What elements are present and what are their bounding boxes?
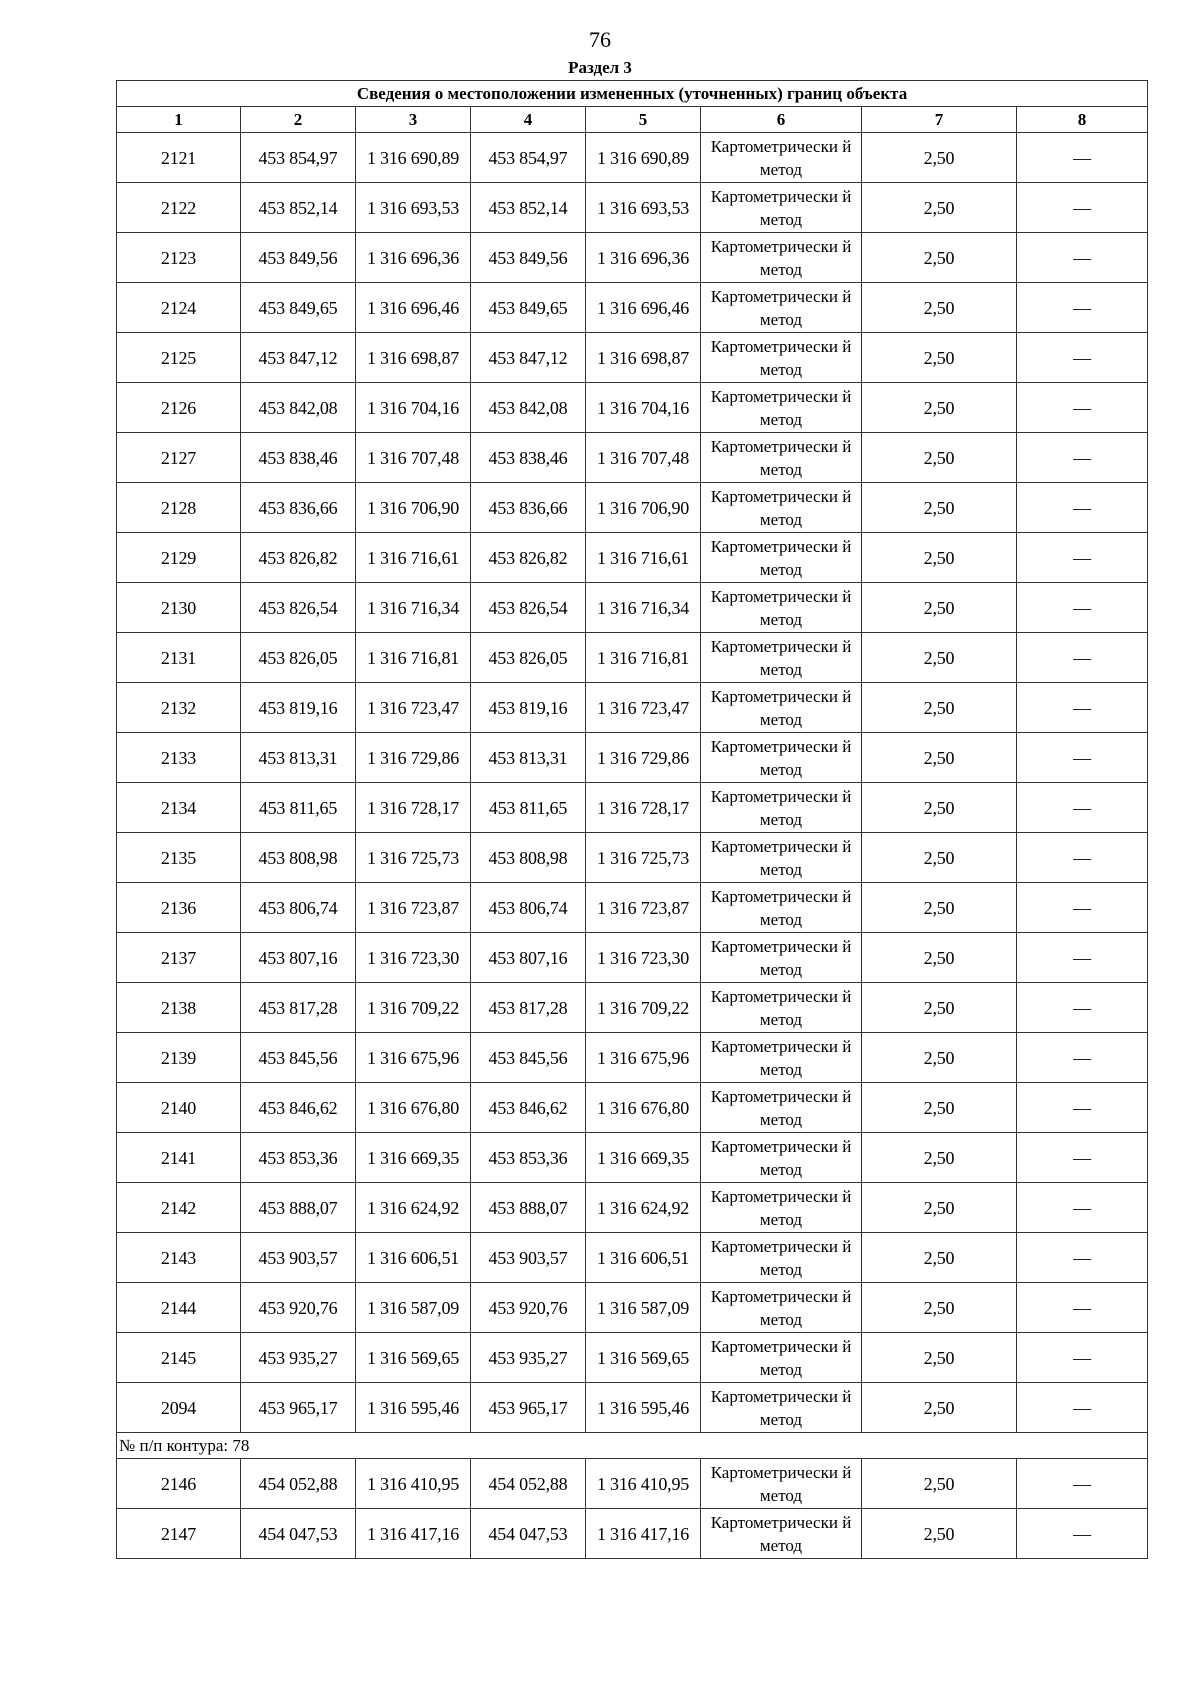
- accuracy-cell: 2,50: [862, 383, 1017, 433]
- accuracy-cell: 2,50: [862, 1333, 1017, 1383]
- note-cell: —: [1017, 533, 1148, 583]
- method-cell: Картометрически й метод: [701, 1383, 862, 1433]
- y-old-cell: 1 316 698,87: [356, 333, 471, 383]
- method-cell: Картометрически й метод: [701, 1133, 862, 1183]
- point-number-cell: 2126: [117, 383, 241, 433]
- y-old-cell: 1 316 675,96: [356, 1033, 471, 1083]
- x-old-cell: 453 838,46: [241, 433, 356, 483]
- x-old-cell: 453 903,57: [241, 1233, 356, 1283]
- y-old-cell: 1 316 696,36: [356, 233, 471, 283]
- point-number-cell: 2146: [117, 1459, 241, 1509]
- table-row: [117, 983, 1148, 1033]
- y-old-cell: 1 316 569,65: [356, 1333, 471, 1383]
- x-new-cell: 454 047,53: [471, 1509, 586, 1559]
- y-new-cell: 1 316 690,89: [586, 133, 701, 183]
- table-row: [117, 1283, 1148, 1333]
- note-cell: —: [1017, 1183, 1148, 1233]
- y-old-cell: 1 316 729,86: [356, 733, 471, 783]
- accuracy-cell: 2,50: [862, 1383, 1017, 1433]
- x-old-cell: 453 817,28: [241, 983, 356, 1033]
- y-old-cell: 1 316 595,46: [356, 1383, 471, 1433]
- accuracy-cell: 2,50: [862, 483, 1017, 533]
- x-new-cell: 453 965,17: [471, 1383, 586, 1433]
- table-row: [117, 933, 1148, 983]
- note-cell: —: [1017, 733, 1148, 783]
- point-number-cell: 2140: [117, 1083, 241, 1133]
- note-cell: —: [1017, 133, 1148, 183]
- column-number: 3: [356, 107, 471, 133]
- note-cell: —: [1017, 1083, 1148, 1133]
- note-cell: —: [1017, 1509, 1148, 1559]
- x-new-cell: 453 847,12: [471, 333, 586, 383]
- y-new-cell: 1 316 723,87: [586, 883, 701, 933]
- y-new-cell: 1 316 716,34: [586, 583, 701, 633]
- accuracy-cell: 2,50: [862, 833, 1017, 883]
- method-cell: Картометрически й метод: [701, 933, 862, 983]
- method-cell: Картометрически й метод: [701, 1183, 862, 1233]
- accuracy-cell: 2,50: [862, 1233, 1017, 1283]
- point-number-cell: 2127: [117, 433, 241, 483]
- y-old-cell: 1 316 587,09: [356, 1283, 471, 1333]
- contour-row: [117, 1433, 1148, 1459]
- table-row: [117, 683, 1148, 733]
- x-new-cell: 453 920,76: [471, 1283, 586, 1333]
- x-old-cell: 454 052,88: [241, 1459, 356, 1509]
- y-old-cell: 1 316 716,34: [356, 583, 471, 633]
- x-old-cell: 453 826,54: [241, 583, 356, 633]
- x-old-cell: 453 849,56: [241, 233, 356, 283]
- accuracy-cell: 2,50: [862, 783, 1017, 833]
- method-cell: Картометрически й метод: [701, 483, 862, 533]
- point-number-cell: 2133: [117, 733, 241, 783]
- y-old-cell: 1 316 716,61: [356, 533, 471, 583]
- x-new-cell: 453 849,56: [471, 233, 586, 283]
- x-new-cell: 453 807,16: [471, 933, 586, 983]
- column-number: 6: [701, 107, 862, 133]
- note-cell: —: [1017, 683, 1148, 733]
- x-new-cell: 453 852,14: [471, 183, 586, 233]
- accuracy-cell: 2,50: [862, 933, 1017, 983]
- method-cell: Картометрически й метод: [701, 583, 862, 633]
- method-cell: Картометрически й метод: [701, 533, 862, 583]
- point-number-cell: 2122: [117, 183, 241, 233]
- y-old-cell: 1 316 723,47: [356, 683, 471, 733]
- table-row: [117, 1333, 1148, 1383]
- y-old-cell: 1 316 728,17: [356, 783, 471, 833]
- note-cell: —: [1017, 1383, 1148, 1433]
- x-old-cell: 453 852,14: [241, 183, 356, 233]
- y-old-cell: 1 316 723,87: [356, 883, 471, 933]
- y-old-cell: 1 316 410,95: [356, 1459, 471, 1509]
- x-old-cell: 453 811,65: [241, 783, 356, 833]
- y-new-cell: 1 316 707,48: [586, 433, 701, 483]
- section-title: Раздел 3: [568, 58, 632, 77]
- page-number: 76: [589, 27, 611, 52]
- note-cell: —: [1017, 1459, 1148, 1509]
- x-new-cell: 453 846,62: [471, 1083, 586, 1133]
- table-row: [117, 133, 1148, 183]
- y-old-cell: 1 316 606,51: [356, 1233, 471, 1283]
- y-old-cell: 1 316 707,48: [356, 433, 471, 483]
- x-new-cell: 453 935,27: [471, 1333, 586, 1383]
- y-old-cell: 1 316 417,16: [356, 1509, 471, 1559]
- accuracy-cell: 2,50: [862, 983, 1017, 1033]
- x-old-cell: 453 853,36: [241, 1133, 356, 1183]
- x-old-cell: 453 965,17: [241, 1383, 356, 1433]
- table-row: [117, 1083, 1148, 1133]
- method-cell: Картометрически й метод: [701, 1233, 862, 1283]
- point-number-cell: 2136: [117, 883, 241, 933]
- method-cell: Картометрически й метод: [701, 683, 862, 733]
- point-number-cell: 2143: [117, 1233, 241, 1283]
- method-cell: Картометрически й метод: [701, 433, 862, 483]
- note-cell: —: [1017, 333, 1148, 383]
- accuracy-cell: 2,50: [862, 1133, 1017, 1183]
- x-old-cell: 453 836,66: [241, 483, 356, 533]
- table-row: [117, 583, 1148, 633]
- x-new-cell: 453 819,16: [471, 683, 586, 733]
- accuracy-cell: 2,50: [862, 1459, 1017, 1509]
- x-old-cell: 453 845,56: [241, 1033, 356, 1083]
- point-number-cell: 2130: [117, 583, 241, 633]
- boundary-coordinates-table: [116, 80, 1148, 1559]
- note-cell: —: [1017, 183, 1148, 233]
- x-new-cell: 453 826,05: [471, 633, 586, 683]
- method-cell: Картометрически й метод: [701, 133, 862, 183]
- x-new-cell: 453 838,46: [471, 433, 586, 483]
- point-number-cell: 2131: [117, 633, 241, 683]
- method-cell: Картометрически й метод: [701, 233, 862, 283]
- x-new-cell: 453 808,98: [471, 833, 586, 883]
- point-number-cell: 2094: [117, 1383, 241, 1433]
- accuracy-cell: 2,50: [862, 233, 1017, 283]
- column-number: 2: [241, 107, 356, 133]
- accuracy-cell: 2,50: [862, 433, 1017, 483]
- x-new-cell: 453 811,65: [471, 783, 586, 833]
- x-old-cell: 453 888,07: [241, 1183, 356, 1233]
- note-cell: —: [1017, 483, 1148, 533]
- table-row: [117, 733, 1148, 783]
- x-old-cell: 453 819,16: [241, 683, 356, 733]
- note-cell: —: [1017, 783, 1148, 833]
- x-old-cell: 453 847,12: [241, 333, 356, 383]
- y-new-cell: 1 316 675,96: [586, 1033, 701, 1083]
- x-old-cell: 453 826,05: [241, 633, 356, 683]
- table-row: [117, 1033, 1148, 1083]
- x-old-cell: 453 935,27: [241, 1333, 356, 1383]
- x-new-cell: 453 849,65: [471, 283, 586, 333]
- x-new-cell: 453 836,66: [471, 483, 586, 533]
- y-old-cell: 1 316 669,35: [356, 1133, 471, 1183]
- table-row: [117, 883, 1148, 933]
- table-row: [117, 433, 1148, 483]
- accuracy-cell: 2,50: [862, 183, 1017, 233]
- method-cell: Картометрически й метод: [701, 1459, 862, 1509]
- point-number-cell: 2137: [117, 933, 241, 983]
- y-new-cell: 1 316 729,86: [586, 733, 701, 783]
- method-cell: Картометрически й метод: [701, 383, 862, 433]
- method-cell: Картометрически й метод: [701, 333, 862, 383]
- note-cell: —: [1017, 433, 1148, 483]
- x-new-cell: 453 853,36: [471, 1133, 586, 1183]
- y-new-cell: 1 316 704,16: [586, 383, 701, 433]
- note-cell: —: [1017, 1333, 1148, 1383]
- method-cell: Картометрически й метод: [701, 283, 862, 333]
- point-number-cell: 2144: [117, 1283, 241, 1333]
- table-caption-row: [117, 81, 1148, 107]
- point-number-cell: 2145: [117, 1333, 241, 1383]
- table-row: [117, 833, 1148, 883]
- column-number: 4: [471, 107, 586, 133]
- x-new-cell: 453 813,31: [471, 733, 586, 783]
- note-cell: —: [1017, 833, 1148, 883]
- accuracy-cell: 2,50: [862, 733, 1017, 783]
- y-old-cell: 1 316 716,81: [356, 633, 471, 683]
- x-old-cell: 453 920,76: [241, 1283, 356, 1333]
- method-cell: Картометрически й метод: [701, 1033, 862, 1083]
- point-number-cell: 2121: [117, 133, 241, 183]
- note-cell: —: [1017, 1233, 1148, 1283]
- y-new-cell: 1 316 698,87: [586, 333, 701, 383]
- y-new-cell: 1 316 410,95: [586, 1459, 701, 1509]
- y-new-cell: 1 316 723,47: [586, 683, 701, 733]
- table-row: [117, 783, 1148, 833]
- point-number-cell: 2138: [117, 983, 241, 1033]
- y-new-cell: 1 316 606,51: [586, 1233, 701, 1283]
- y-new-cell: 1 316 709,22: [586, 983, 701, 1033]
- x-new-cell: 453 903,57: [471, 1233, 586, 1283]
- note-cell: —: [1017, 583, 1148, 633]
- y-new-cell: 1 316 569,65: [586, 1333, 701, 1383]
- accuracy-cell: 2,50: [862, 333, 1017, 383]
- point-number-cell: 2142: [117, 1183, 241, 1233]
- x-old-cell: 453 807,16: [241, 933, 356, 983]
- method-cell: Картометрически й метод: [701, 633, 862, 683]
- method-cell: Картометрически й метод: [701, 883, 862, 933]
- method-cell: Картометрически й метод: [701, 1333, 862, 1383]
- y-old-cell: 1 316 723,30: [356, 933, 471, 983]
- y-old-cell: 1 316 693,53: [356, 183, 471, 233]
- point-number-cell: 2147: [117, 1509, 241, 1559]
- x-old-cell: 453 849,65: [241, 283, 356, 333]
- table-row: [117, 533, 1148, 583]
- accuracy-cell: 2,50: [862, 1183, 1017, 1233]
- y-new-cell: 1 316 723,30: [586, 933, 701, 983]
- table-row: [117, 333, 1148, 383]
- y-new-cell: 1 316 696,36: [586, 233, 701, 283]
- y-new-cell: 1 316 669,35: [586, 1133, 701, 1183]
- note-cell: —: [1017, 1033, 1148, 1083]
- x-new-cell: 453 817,28: [471, 983, 586, 1033]
- accuracy-cell: 2,50: [862, 533, 1017, 583]
- accuracy-cell: 2,50: [862, 133, 1017, 183]
- x-old-cell: 453 808,98: [241, 833, 356, 883]
- x-new-cell: 453 888,07: [471, 1183, 586, 1233]
- accuracy-cell: 2,50: [862, 583, 1017, 633]
- accuracy-cell: 2,50: [862, 633, 1017, 683]
- table-row: [117, 1183, 1148, 1233]
- contour-label: № п/п контура: 78: [117, 1433, 1148, 1459]
- y-old-cell: 1 316 709,22: [356, 983, 471, 1033]
- y-new-cell: 1 316 725,73: [586, 833, 701, 883]
- accuracy-cell: 2,50: [862, 1083, 1017, 1133]
- x-old-cell: 453 846,62: [241, 1083, 356, 1133]
- y-old-cell: 1 316 676,80: [356, 1083, 471, 1133]
- x-new-cell: 453 826,82: [471, 533, 586, 583]
- point-number-cell: 2129: [117, 533, 241, 583]
- note-cell: —: [1017, 633, 1148, 683]
- column-number: 7: [862, 107, 1017, 133]
- x-new-cell: 454 052,88: [471, 1459, 586, 1509]
- x-old-cell: 453 813,31: [241, 733, 356, 783]
- table-row: [117, 1383, 1148, 1433]
- method-cell: Картометрически й метод: [701, 733, 862, 783]
- column-number: 1: [117, 107, 241, 133]
- point-number-cell: 2134: [117, 783, 241, 833]
- table-caption: Сведения о местоположении измененных (уточненных) границ объекта: [117, 81, 1148, 107]
- y-new-cell: 1 316 417,16: [586, 1509, 701, 1559]
- y-new-cell: 1 316 693,53: [586, 183, 701, 233]
- table-row: [117, 183, 1148, 233]
- accuracy-cell: 2,50: [862, 683, 1017, 733]
- y-new-cell: 1 316 706,90: [586, 483, 701, 533]
- column-number-row: [117, 107, 1148, 133]
- note-cell: —: [1017, 1133, 1148, 1183]
- y-old-cell: 1 316 725,73: [356, 833, 471, 883]
- table-row: [117, 1509, 1148, 1559]
- accuracy-cell: 2,50: [862, 883, 1017, 933]
- point-number-cell: 2128: [117, 483, 241, 533]
- note-cell: —: [1017, 983, 1148, 1033]
- accuracy-cell: 2,50: [862, 1283, 1017, 1333]
- note-cell: —: [1017, 883, 1148, 933]
- method-cell: Картометрически й метод: [701, 983, 862, 1033]
- table-row: [117, 483, 1148, 533]
- accuracy-cell: 2,50: [862, 1509, 1017, 1559]
- x-new-cell: 453 806,74: [471, 883, 586, 933]
- y-new-cell: 1 316 716,61: [586, 533, 701, 583]
- y-old-cell: 1 316 624,92: [356, 1183, 471, 1233]
- note-cell: —: [1017, 233, 1148, 283]
- x-new-cell: 453 845,56: [471, 1033, 586, 1083]
- point-number-cell: 2125: [117, 333, 241, 383]
- table-row: [117, 633, 1148, 683]
- column-number: 5: [586, 107, 701, 133]
- y-old-cell: 1 316 704,16: [356, 383, 471, 433]
- note-cell: —: [1017, 933, 1148, 983]
- y-old-cell: 1 316 690,89: [356, 133, 471, 183]
- accuracy-cell: 2,50: [862, 1033, 1017, 1083]
- table-row: [117, 1233, 1148, 1283]
- table-row: [117, 1133, 1148, 1183]
- method-cell: Картометрически й метод: [701, 183, 862, 233]
- y-new-cell: 1 316 587,09: [586, 1283, 701, 1333]
- method-cell: Картометрически й метод: [701, 1283, 862, 1333]
- accuracy-cell: 2,50: [862, 283, 1017, 333]
- y-old-cell: 1 316 706,90: [356, 483, 471, 533]
- method-cell: Картометрически й метод: [701, 783, 862, 833]
- table-body: [117, 81, 1148, 1559]
- point-number-cell: 2124: [117, 283, 241, 333]
- column-number: 8: [1017, 107, 1148, 133]
- point-number-cell: 2135: [117, 833, 241, 883]
- note-cell: —: [1017, 283, 1148, 333]
- x-new-cell: 453 826,54: [471, 583, 586, 633]
- point-number-cell: 2132: [117, 683, 241, 733]
- method-cell: Картометрически й метод: [701, 1509, 862, 1559]
- table-row: [117, 233, 1148, 283]
- note-cell: —: [1017, 1283, 1148, 1333]
- point-number-cell: 2141: [117, 1133, 241, 1183]
- x-new-cell: 453 842,08: [471, 383, 586, 433]
- table-row: [117, 283, 1148, 333]
- method-cell: Картометрически й метод: [701, 1083, 862, 1133]
- x-old-cell: 453 806,74: [241, 883, 356, 933]
- y-new-cell: 1 316 728,17: [586, 783, 701, 833]
- x-old-cell: 453 854,97: [241, 133, 356, 183]
- y-new-cell: 1 316 696,46: [586, 283, 701, 333]
- x-old-cell: 454 047,53: [241, 1509, 356, 1559]
- y-new-cell: 1 316 595,46: [586, 1383, 701, 1433]
- point-number-cell: 2123: [117, 233, 241, 283]
- x-old-cell: 453 842,08: [241, 383, 356, 433]
- x-old-cell: 453 826,82: [241, 533, 356, 583]
- y-new-cell: 1 316 716,81: [586, 633, 701, 683]
- method-cell: Картометрически й метод: [701, 833, 862, 883]
- y-old-cell: 1 316 696,46: [356, 283, 471, 333]
- y-new-cell: 1 316 624,92: [586, 1183, 701, 1233]
- point-number-cell: 2139: [117, 1033, 241, 1083]
- note-cell: —: [1017, 383, 1148, 433]
- x-new-cell: 453 854,97: [471, 133, 586, 183]
- table-row: [117, 383, 1148, 433]
- y-new-cell: 1 316 676,80: [586, 1083, 701, 1133]
- table-row: [117, 1459, 1148, 1509]
